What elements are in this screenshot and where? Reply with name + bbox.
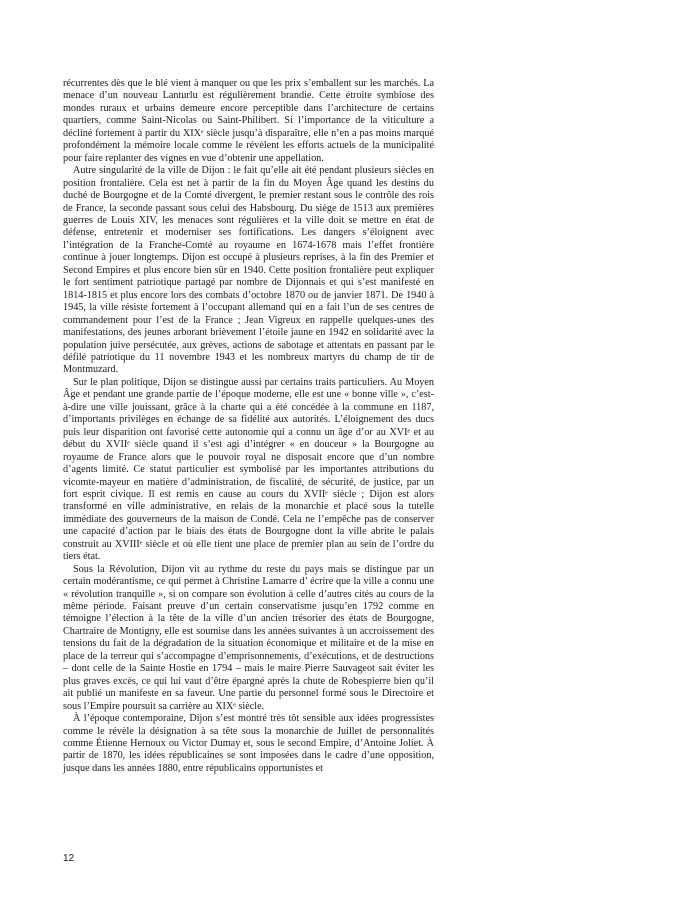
paragraph-contemporary: À l’époque contemporaine, Dijon s’est montré très tôt sensible aux idées progressistes comme le révèle la désignation à sa tête sous la monarchie de Juillet de personnalités comme Étienne Hernoux ou Victor Dumay et, sous le second Empire, d’Antoine Joliet. À partir de 1870, les idées républicaines se sont imposées dans le cadre d’une opposition, jusque dans les années 1880, entre républicains opportunistes et [63,713,434,774]
body-text [63,78,434,775]
page-number: 12 [63,853,75,864]
paragraph-revolution: Sous la Révolution, Dijon vit au rythme du reste du pays mais se distingue par un certain modérantisme, ce qui permet à Christine Lamarre d’ écrire que la ville a connu une « révolution tranquille », si on compare son évolution à celle d’autres cités au cours de la même période. Faisant preuve d’un certain conservatisme jusqu’en 1792 comme en témoigne l’élection à la tête de la ville d’un ancien trésorier des états de Bourgogne, Chartraire de Montigny, elle est soumise dans les années suivantes à un accroissement des tensions du fait de la dégradation de la situation économique et militaire et de la mise en place de la terreur qui s’accompagne d’emprisonnements, d’exécutions, et de destructions – dont celle de la Sainte Hostie en 1794 – mais le maire Pierre Sauvageot sait éviter les plus graves excès, ce qui lui vaut d’être épargné après la chute de Robespierre bien qu’il ait publié un manifeste en sa faveur. Une partie du personnel formé sous le Directoire et sous l’Empire poursuit sa carrière au XIXᵉ siècle. [63,563,434,712]
paragraph-rural-urban: récurrentes dès que le blé vient à manquer ou que les prix s’emballent sur les marchés. La menace d’un nouveau Lanturlu est régulièrement brandie. Cette étroite symbiose des mondes ruraux et urbains demeure encore perceptible dans l’architecture de certains quartiers, comme Saint-Nicolas ou Saint-Philibert. Si l’importance de la viticulture a décliné fortement à partir du XIXᵉ siècle jusqu’à disparaître, elle n’en a pas moins marqué profondément la mémoire locale comme le révèlent les efforts actuels de la municipalité pour faire replanter des vignes en vue d’obtenir une appellation. [63,78,434,164]
paragraph-political: Sur le plan politique, Dijon se distingue aussi par certains traits particuliers. Au Moyen Âge et pendant une grande partie de l’époque moderne, elle est une « bonne ville », c’est-à-dire une ville jouissant, grâce à la charte qui a été concédée à la commune en 1187, d’importants privilèges en échange de sa fidélité aux autorités. L’éloignement des ducs puis leur disparition ont favorisé cette autonomie qui a connu un âge d’or au XVIᵉ et au début du XVIIᵉ siècle quand il s’est agi d’intégrer « en douceur » la Bourgogne au royaume de France alors que le pouvoir royal ne disposait encore que d’un nombre d’agents limité. Ce statut particulier est symbolisé par les importantes attributions du vicomte-mayeur en matière d’administration, de fiscalité, de sécurité, de justice, par un fort esprit civique. Il est remis en cause au cours du XVIIᵉ siècle ; Dijon est alors transformé en ville administrative, en relais de la monarchie et placé sous la tutelle immédiate des gouverneurs de la maison de Condé. Cela ne l’empêche pas de conserver une capacité d’action par le biais des états de Bourgogne dont la ville abrite le palais construit au XVIIIᵉ siècle et où elle tient une place de premier plan au sein de l’ordre du tiers état. [63,376,434,563]
paragraph-frontier: Autre singularité de la ville de Dijon : le fait qu’elle ait été pendant plusieurs siècles en position frontalière. Cela est net à partir de la fin du Moyen Âge quand les destins du duché de Bourgogne et de la Comté divergent, le premier restant sous le contrôle des rois de France, la seconde passant sous celui des Habsbourg. Du siège de 1513 aux premières guerres de Louis XIV, les menaces sont régulières et la ville doit se mettre en état de défense, entretenir et moderniser ses fortifications. Les dangers s’éloignent avec l’intégration de la Franche-Comté au royaume en 1674-1678 mais l’effet frontière continue à jouer longtemps. Dijon est occupé à plusieurs reprises, à la fin des Premier et Second Empires et plus encore bien sûr en 1940. Cette position frontalière peut expliquer le fort sentiment patriotique partagé par nombre de Dijonnais et qui s’est manifesté en 1814-1815 et plus encore lors des combats d’octobre 1870 ou de janvier 1871. De 1940 à 1945, la ville résiste fortement à l’occupant allemand qui en a fait l’un de ses centres de commandement pour l’est de la France ; Jean Vigreux en rappelle quelques-unes des manifestations, des jeunes arborant brièvement l’étoile jaune en 1942 en solidarité avec la population juive persécutée, aux grèves, actions de sabotage et attentats en passant par le défilé patriotique du 11 novembre 1943 et les nombreux martyrs du champ de tir de Montmuzard. [63,165,434,376]
